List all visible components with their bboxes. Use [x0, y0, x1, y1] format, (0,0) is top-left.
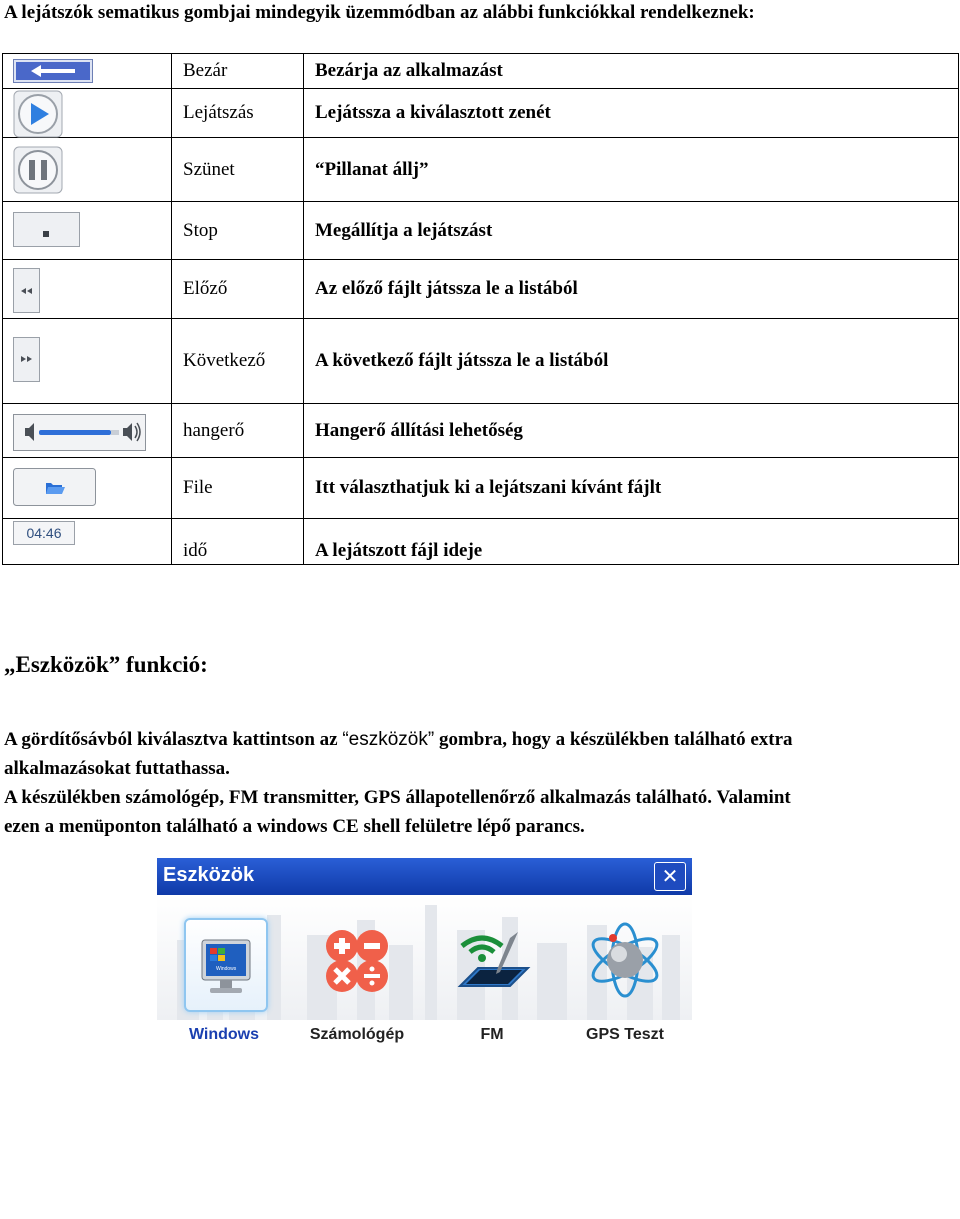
function-name: hangerő: [172, 404, 304, 458]
calculator-app-tile[interactable]: [317, 918, 397, 1008]
stop-icon: [13, 212, 81, 248]
paragraph-line: alkalmazásokat futtathassa.: [4, 758, 230, 779]
windows-monitor-icon: [186, 920, 266, 1010]
function-name: Szünet: [172, 138, 304, 202]
previous-icon: [13, 268, 43, 314]
icon-cell: [3, 458, 172, 519]
app-label-windows[interactable]: Windows: [188, 1026, 260, 1043]
icon-cell: [3, 319, 172, 404]
table-row: [3, 54, 959, 89]
table-row: [3, 458, 959, 519]
function-name: Bezár: [172, 54, 304, 89]
window-title: Eszközök: [163, 864, 255, 886]
icon-cell: [3, 519, 172, 565]
app-label-calculator[interactable]: Számológép: [309, 1026, 405, 1043]
next-icon: [13, 337, 43, 385]
gps-globe-icon: [585, 918, 665, 1008]
table-row: [3, 519, 959, 565]
function-description: Lejátssza a kiválasztott zenét: [304, 89, 959, 138]
keyword-eszkozok: “eszközök”: [342, 729, 435, 750]
function-description: Bezárja az alkalmazást: [304, 54, 959, 89]
calculator-icon: [317, 918, 397, 1008]
paragraph-text: gombra, hogy a készülékben található extra: [434, 729, 793, 750]
icon-cell: [3, 138, 172, 202]
function-name: Előző: [172, 260, 304, 319]
monitor-logo-text: Windows: [216, 966, 237, 972]
back-arrow-icon: [13, 59, 93, 83]
icon-cell: [3, 89, 172, 138]
function-name: File: [172, 458, 304, 519]
close-button[interactable]: ✕: [654, 862, 686, 891]
fm-transmitter-icon: [452, 918, 532, 1008]
table-row: [3, 404, 959, 458]
app-label-fm[interactable]: FM: [480, 1026, 504, 1043]
function-description: Hangerő állítási lehetőség: [304, 404, 959, 458]
function-name: Lejátszás: [172, 89, 304, 138]
table-row: [3, 89, 959, 138]
icon-cell: [3, 404, 172, 458]
function-name: idő: [172, 519, 304, 565]
pause-icon: [13, 146, 65, 196]
windows-app-tile[interactable]: [184, 918, 268, 1012]
table-row: [3, 260, 959, 319]
icon-cell: [3, 202, 172, 260]
paragraph-text: A gördítősávból kiválasztva kattintson az: [4, 729, 343, 750]
function-description: “Pillanat állj”: [304, 138, 959, 202]
table-row: [3, 138, 959, 202]
window-titlebar: [157, 858, 692, 895]
table-row: [3, 319, 959, 404]
function-description: A lejátszott fájl ideje: [304, 519, 959, 565]
function-name: Következő: [172, 319, 304, 404]
time-display-icon: 04:46: [13, 521, 75, 545]
section-title: „Eszközök” funkció:: [4, 652, 208, 677]
icon-cell: [3, 260, 172, 319]
volume-slider-icon: [13, 414, 147, 452]
function-table: [2, 53, 959, 565]
paragraph-line: ezen a menüponton található a windows CE shell felületre lépő parancs.: [4, 816, 585, 837]
intro-text: A lejátszók sematikus gombjai mindegyik üzemmódban az alábbi funkciókkal rendelkeznek:: [4, 2, 755, 23]
app-label-gps[interactable]: GPS Teszt: [586, 1026, 664, 1043]
play-icon: [13, 89, 65, 141]
folder-icon: [13, 468, 99, 508]
function-description: A következő fájlt játssza le a listából: [304, 319, 959, 404]
icon-cell: [3, 54, 172, 89]
paragraph-line: [4, 729, 793, 751]
function-name: Stop: [172, 202, 304, 260]
function-description: Megállítja a lejátszást: [304, 202, 959, 260]
paragraph-line: A készülékben számológép, FM transmitter, GPS állapotellenőrző alkalmazás található. Valamint: [4, 787, 791, 808]
gps-app-tile[interactable]: [585, 918, 665, 1008]
table-row: [3, 202, 959, 260]
function-description: Az előző fájlt játssza le a listából: [304, 260, 959, 319]
fm-app-tile[interactable]: [452, 918, 532, 1008]
tools-window: [157, 858, 692, 1216]
function-description: Itt választhatjuk ki a lejátszani kívánt fájlt: [304, 458, 959, 519]
